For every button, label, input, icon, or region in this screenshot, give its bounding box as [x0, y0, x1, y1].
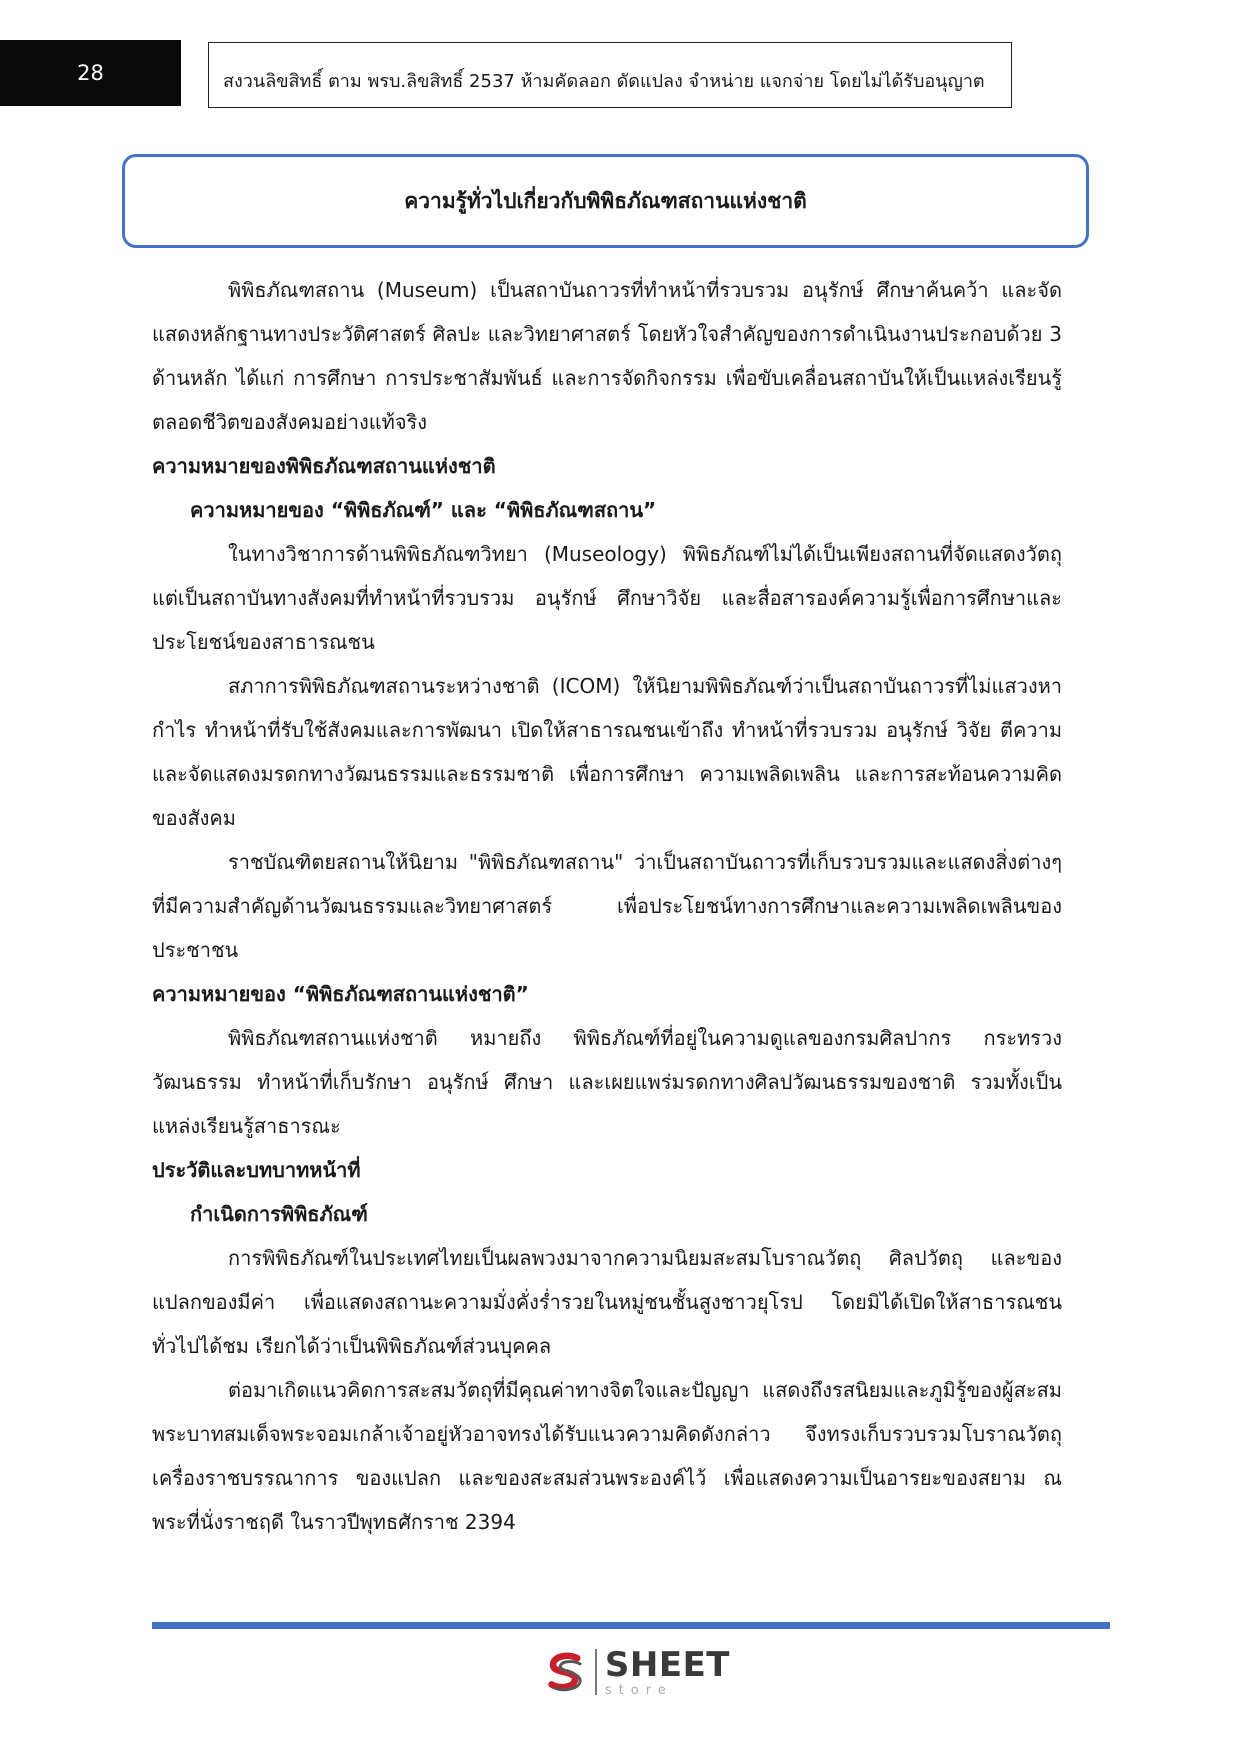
page-title: ความรู้ทั่วไปเกี่ยวกับพิพิธภัณฑสถานแห่งชาติ: [404, 188, 807, 213]
section-heading: ความหมายของพิพิธภัณฑสถานแห่งชาติ: [152, 454, 496, 478]
sub-heading: กำเนิดการพิพิธภัณฑ์: [190, 1202, 368, 1226]
title-box: [122, 154, 1089, 248]
logo-text: [604, 1644, 730, 1698]
sheet-store-logo: [545, 1640, 730, 1704]
copyright-header: [208, 42, 1012, 108]
logo-name: SHEET: [604, 1644, 730, 1685]
copyright-notice: สงวนลิขสิทธิ์ ตาม พรบ.ลิขสิทธิ์ 2537 ห้ามคัดลอก ดัดแปลง จำหน่าย แจกจ่าย โดยไม่ได้รับอนุญาต: [223, 71, 985, 92]
sub-heading: ความหมายของ “พิพิธภัณฑ์” และ “พิพิธภัณฑสถาน”: [190, 498, 657, 522]
paragraph: ต่อมาเกิดแนวคิดการสะสมวัตถุที่มีคุณค่าทางจิตใจและปัญญา แสดงถึงรสนิยมและภูมิรู้ของผู้สะสม พระบาทสมเด็จพระจอมเกล้าเจ้าอยู่หัวอาจทรงได้รับแนวความคิดดังกล่าว จึงทรงเก็บรวบรวมโบราณวัตถุ เครื่องราชบรรณาการ ของแปลก และของสะสมส่วนพระองค์ไว้ เพื่อแสดงความเป็นอารยะของสยาม ณ พระที่นั่งราชฤดี ในราวปีพุทธศักราช 2394: [152, 1378, 1062, 1534]
document-body: [152, 268, 1062, 1544]
intro-paragraph: พิพิธภัณฑสถาน (Museum) เป็นสถาบันถาวรที่ทำหน้าที่รวบรวม อนุรักษ์ ศึกษาค้นคว้า และจัดแสดงหลักฐานทางประวัติศาสตร์ ศิลปะ และวิทยาศาสตร์ โดยหัวใจสำคัญของการดำเนินงานประกอบด้วย 3 ด้านหลัก ได้แก่ การศึกษา การประชาสัมพันธ์ และการจัดกิจกรรม เพื่อขับเคลื่อนสถาบันให้เป็นแหล่งเรียนรู้ตลอดชีวิตของสังคมอย่างแท้จริง: [152, 278, 1062, 434]
paragraph: สภาการพิพิธภัณฑสถานระหว่างชาติ (ICOM) ให้นิยามพิพิธภัณฑ์ว่าเป็นสถาบันถาวรที่ไม่แสวงหากำไร ทำหน้าที่รับใช้สังคมและการพัฒนา เปิดให้สาธารณชนเข้าถึง ทำหน้าที่รวบรวม อนุรักษ์ วิจัย ตีความ และจัดแสดงมรดกทางวัฒนธรรมและธรรมชาติ เพื่อการศึกษา ความเพลิดเพลิน และการสะท้อนความคิดของสังคม: [152, 674, 1062, 830]
section-heading: ประวัติและบทบาทหน้าที่: [152, 1158, 361, 1182]
sheet-logo-icon: [545, 1643, 587, 1701]
paragraph: ราชบัณฑิตยสถานให้นิยาม "พิพิธภัณฑสถาน" ว่าเป็นสถาบันถาวรที่เก็บรวบรวมและแสดงสิ่งต่างๆ ที่มีความสำคัญด้านวัฒนธรรมและวิทยาศาสตร์ เพื่อประโยชน์ทางการศึกษาและความเพลิดเพลินของประชาชน: [152, 850, 1062, 962]
logo-divider: [595, 1649, 596, 1695]
section-heading: ความหมายของ “พิพิธภัณฑสถานแห่งชาติ”: [152, 982, 529, 1006]
paragraph: พิพิธภัณฑสถานแห่งชาติ หมายถึง พิพิธภัณฑ์ที่อยู่ในความดูแลของกรมศิลปากร กระทรวงวัฒนธรรม ทำหน้าที่เก็บรักษา อนุรักษ์ ศึกษา และเผยแพร่มรดกทางศิลปวัฒนธรรมของชาติ รวมทั้งเป็นแหล่งเรียนรู้สาธารณะ: [152, 1026, 1062, 1138]
logo-subtitle: store: [604, 1682, 673, 1698]
footer-divider: [152, 1622, 1110, 1629]
paragraph: ในทางวิชาการด้านพิพิธภัณฑวิทยา (Museology) พิพิธภัณฑ์ไม่ได้เป็นเพียงสถานที่จัดแสดงวัตถุ แต่เป็นสถาบันทางสังคมที่ทำหน้าที่รวบรวม อนุรักษ์ ศึกษาวิจัย และสื่อสารองค์ความรู้เพื่อการศึกษาและประโยชน์ของสาธารณชน: [152, 542, 1062, 654]
paragraph: การพิพิธภัณฑ์ในประเทศไทยเป็นผลพวงมาจากความนิยมสะสมโบราณวัตถุ ศิลปวัตถุ และของแปลกของมีค่า เพื่อแสดงสถานะความมั่งคั่งร่ำรวยในหมู่ชนชั้นสูงชาวยุโรป โดยมิได้เปิดให้สาธารณชนทั่วไปได้ชม เรียกได้ว่าเป็นพิพิธภัณฑ์ส่วนบุคคล: [152, 1246, 1062, 1358]
page-number: 28: [0, 40, 181, 106]
